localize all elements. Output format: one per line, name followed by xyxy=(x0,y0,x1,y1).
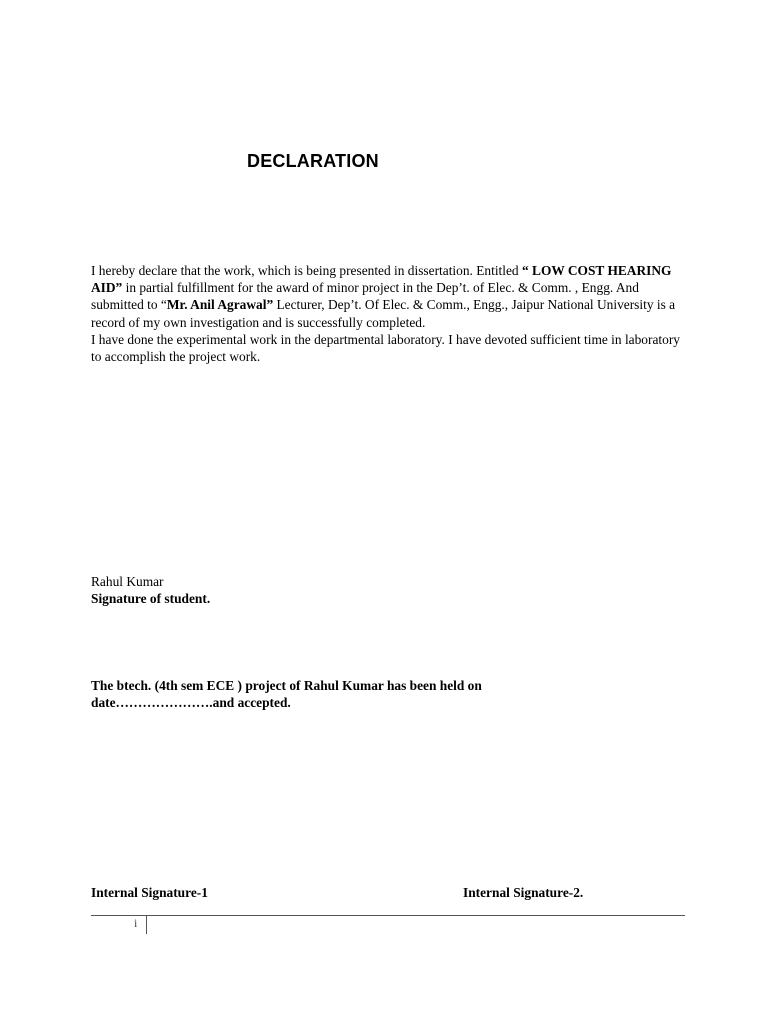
student-signature-label: Signature of student. xyxy=(91,591,211,606)
declaration-body xyxy=(91,262,681,365)
page-number: i xyxy=(134,916,138,930)
approval-line-2: date………………….and accepted. xyxy=(91,695,291,711)
approval-line-1: The btech. (4th sem ECE ) project of Rahul Kumar has been held on xyxy=(91,678,482,693)
internal-signature-1: Internal Signature-1 xyxy=(91,885,208,900)
page-title: DECLARATION xyxy=(247,151,379,171)
student-name: Rahul Kumar xyxy=(91,574,164,589)
footer-divider xyxy=(146,916,147,934)
footer-rule xyxy=(91,915,685,916)
declaration-paragraph-2: I have done the experimental work in the departmental laboratory. I have devoted sufficient time in laboratory to accomplish the project work. xyxy=(91,331,680,365)
declaration-paragraph-1 xyxy=(91,262,681,331)
declaration-text-b: in partial fulfillment for the award of minor project in the Dep’t. of Elec. & Comm. , Engg. And submitted to “ xyxy=(91,280,639,313)
supervisor-name: Mr. Anil Agrawal” xyxy=(166,297,274,313)
declaration-text-a: I hereby declare that the work, which is being presented in dissertation. Entitled xyxy=(91,263,522,278)
project-title: “ LOW COST HEARING AID” xyxy=(91,263,672,296)
internal-signature-2: Internal Signature-2. xyxy=(463,885,584,900)
declaration-text-c: Lecturer, Dep’t. Of Elec. & Comm., Engg., Jaipur National University is a record of my own investigation and is successfully completed. xyxy=(91,297,676,330)
approval-statement xyxy=(91,677,681,712)
